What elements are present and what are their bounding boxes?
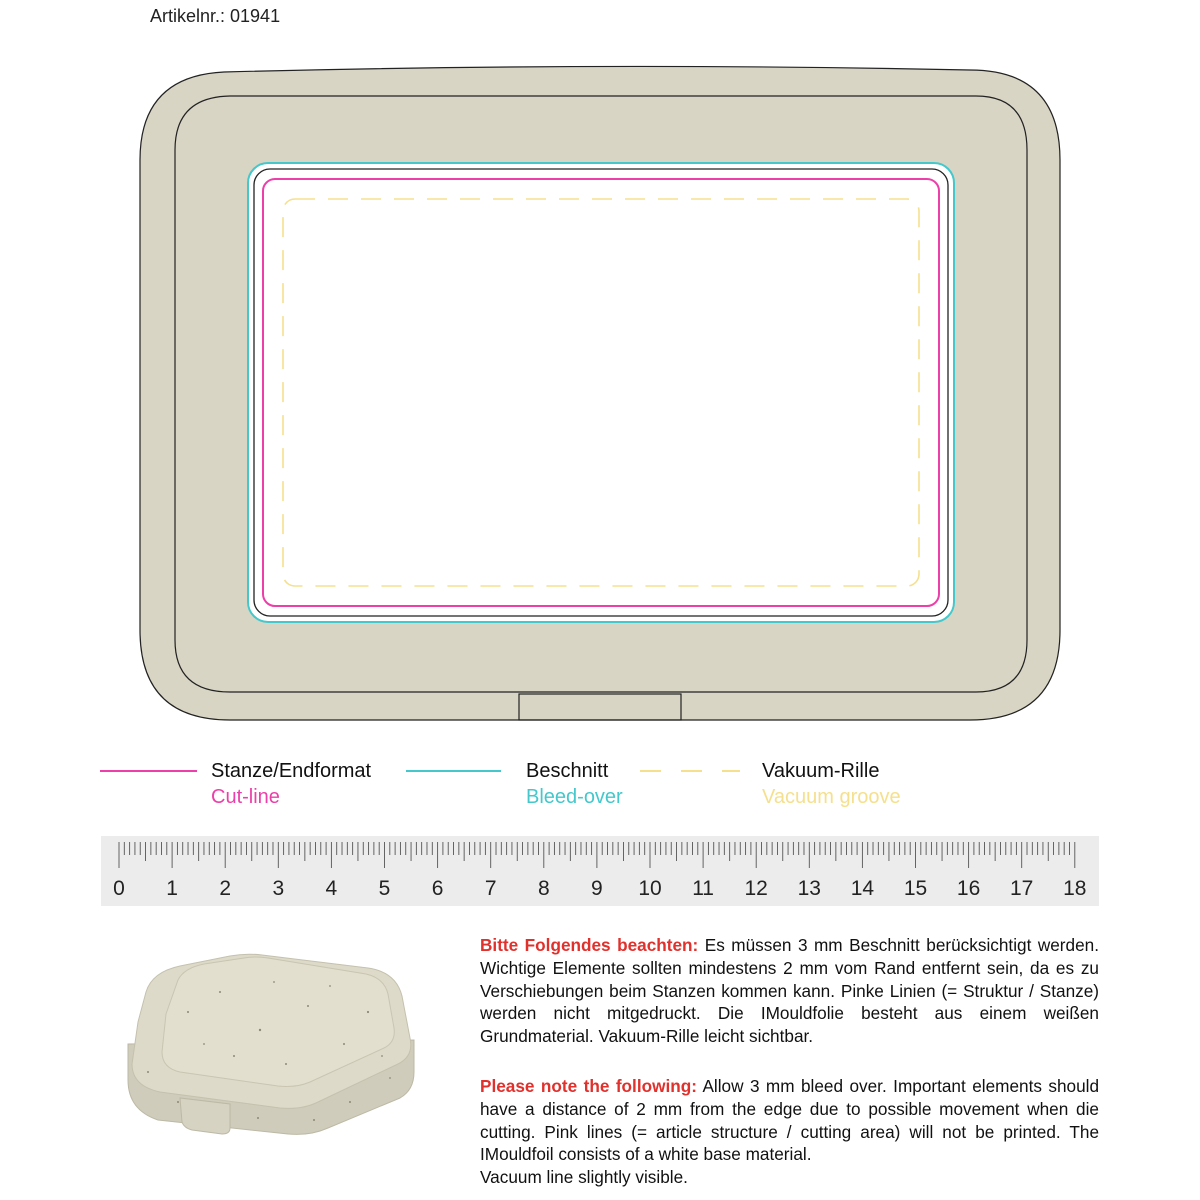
ruler-label: 9 bbox=[591, 877, 603, 900]
note-english-body: Allow 3 mm bleed over. Important elements should have a distance of 2 mm from the edge due to possible movement when die cutting. Pink lines (= article structure / cutting area) will not be printed. The IMouldfoil consists of a white base material. bbox=[480, 1076, 1100, 1165]
lunchbox-product-image bbox=[118, 952, 423, 1142]
note-english bbox=[480, 1075, 1099, 1189]
note-english-last-line: Vacuum line slightly visible. bbox=[480, 1167, 688, 1188]
ruler-label: 2 bbox=[219, 877, 232, 900]
ruler-label: 13 bbox=[797, 877, 821, 900]
legend-bleed-over-sublabel: Bleed-over bbox=[526, 786, 623, 808]
ruler bbox=[101, 836, 1099, 906]
legend-vacuum-groove-label: Vakuum-Rille bbox=[762, 760, 880, 782]
note-english-heading: Please note the following: bbox=[480, 1076, 697, 1096]
legend-cut-line-label: Stanze/Endformat bbox=[211, 760, 372, 782]
ruler-label: 15 bbox=[903, 877, 928, 900]
legend-vacuum-groove-sublabel: Vacuum groove bbox=[762, 786, 901, 808]
legend-bleed-over-label: Beschnitt bbox=[526, 760, 609, 782]
note-german-body: Es müssen 3 mm Beschnitt berücksichtigt werden. Wichtige Elemente sollten mindestens 2 mm vom Rand entfernt sein, da es zu Verschiebungen beim Stanzen kommen kann. Pinke Linien (= Struktur / Stanze) werden nicht mitgedruckt. Die IMouldfolie besteht aus einem weißen Grundmaterial. Vakuum-Rille leicht sichtbar. bbox=[480, 935, 1099, 1047]
legend-swatches bbox=[100, 760, 750, 784]
ruler-label: 11 bbox=[692, 877, 714, 900]
ruler-label: 6 bbox=[431, 877, 444, 900]
ruler-label: 7 bbox=[484, 877, 497, 900]
ruler-label: 18 bbox=[1063, 877, 1087, 900]
ruler-label: 1 bbox=[166, 877, 178, 900]
ruler-label: 5 bbox=[378, 877, 391, 900]
legend-cut-line-sublabel: Cut-line bbox=[211, 786, 280, 808]
ruler-ticks bbox=[101, 836, 1099, 876]
note-german bbox=[480, 934, 1099, 1048]
note-german-heading: Bitte Folgendes beachten: bbox=[480, 935, 699, 955]
article-number: Artikelnr.: 01941 bbox=[150, 6, 281, 26]
ruler-label: 16 bbox=[956, 877, 981, 900]
ruler-label: 17 bbox=[1010, 877, 1034, 900]
label-area-outline bbox=[254, 169, 948, 616]
ruler-label: 0 bbox=[113, 877, 125, 900]
ruler-label: 3 bbox=[272, 877, 285, 900]
ruler-label: 12 bbox=[744, 877, 768, 900]
ruler-label: 4 bbox=[325, 877, 338, 900]
ruler-label: 10 bbox=[638, 877, 662, 900]
ruler-label: 8 bbox=[537, 877, 550, 900]
ruler-label: 14 bbox=[850, 877, 875, 900]
